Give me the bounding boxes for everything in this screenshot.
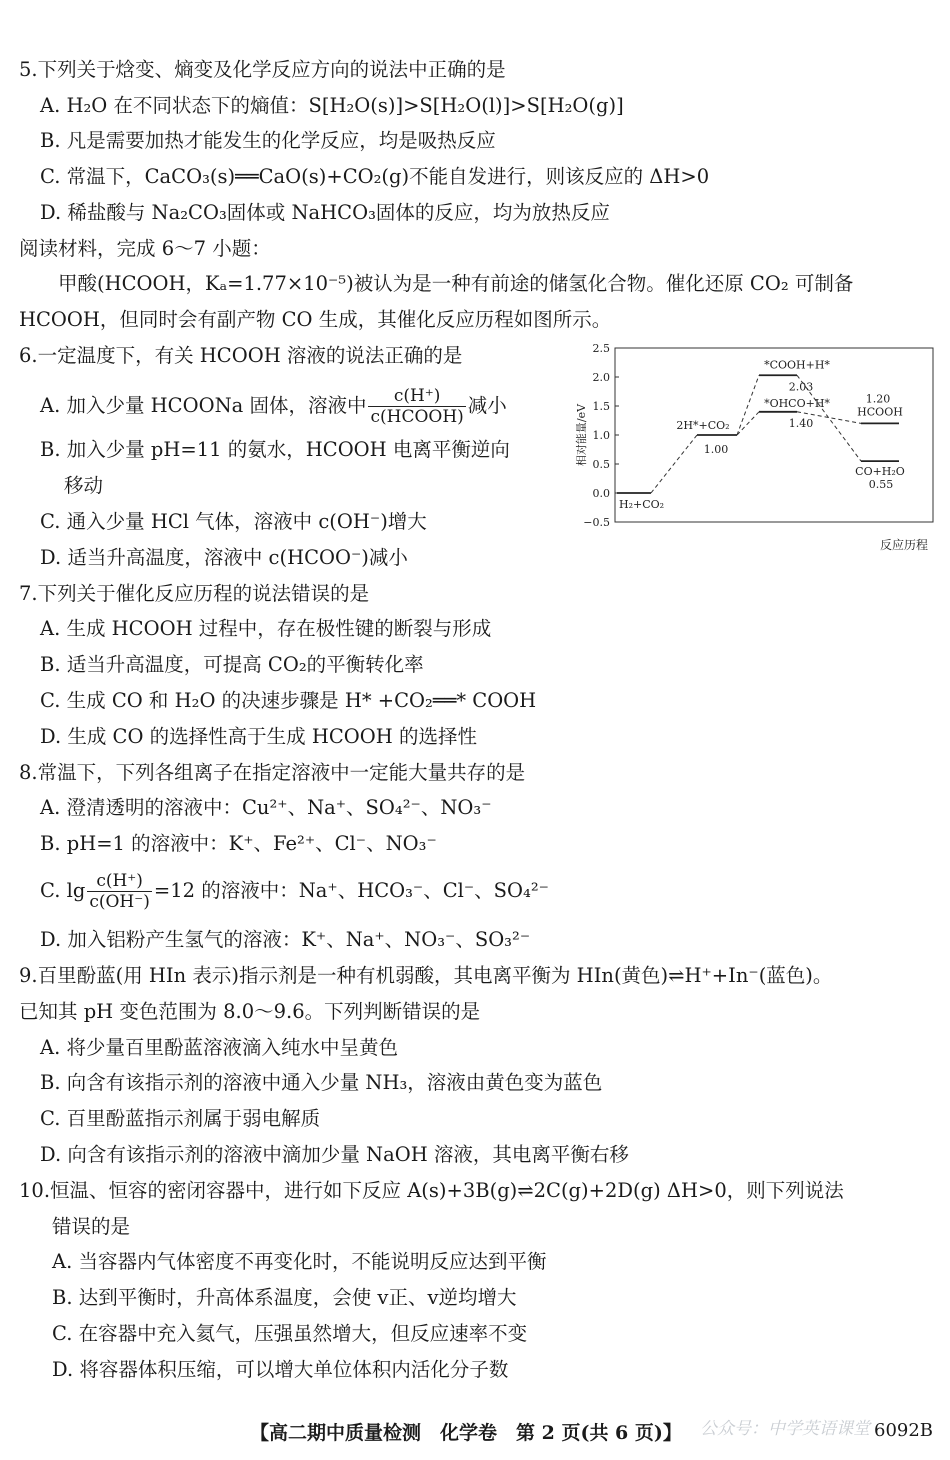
q9-stem-line-1: 9.百里酚蓝(用 HIn 表示)指示剂是一种有机弱酸，其电离平衡为 HIn(黄色)⇌H⁺+In⁻(蓝色)。 xyxy=(19,964,833,987)
q6-fraction-denominator: c(HCOOH) xyxy=(370,407,464,427)
q6-option-c: C. 通入少量 HCl 气体，溶液中 c(OH⁻)增大 xyxy=(40,510,427,533)
reading-paragraph-line-1: 甲酸(HCOOH，Kₐ=1.77×10⁻⁵)被认为是一种有前途的储氢化合物。催化还原 CO₂ 可制备 xyxy=(58,272,854,295)
q8-fraction xyxy=(87,871,152,912)
q9-option-d: D. 向含有该指示剂的溶液中滴加少量 NaOH 溶液，其电离平衡右移 xyxy=(40,1143,629,1166)
energy-value-label: 1.40 xyxy=(788,416,814,430)
q8-option-b: B. pH=1 的溶液中：K⁺、Fe²⁺、Cl⁻、NO₃⁻ xyxy=(40,832,437,855)
q9-option-a: A. 将少量百里酚蓝溶液滴入纯水中呈黄色 xyxy=(40,1036,398,1059)
pathway-connector xyxy=(651,435,697,493)
q9-option-b: B. 向含有该指示剂的溶液中通入少量 NH₃，溶液由黄色变为蓝色 xyxy=(40,1071,603,1094)
q6-option-d: D. 适当升高温度，溶液中 c(HCOO⁻)减小 xyxy=(40,546,408,569)
y-tick-label: 0.0 xyxy=(592,487,610,500)
q6-option-b-line-2: 移动 xyxy=(64,474,104,497)
q7-option-b: B. 适当升高温度，可提高 CO₂的平衡转化率 xyxy=(40,653,424,676)
q5-option-a: A. H₂O 在不同状态下的熵值：S[H₂O(s)]>S[H₂O(l)]>S[H₂O(g)] xyxy=(40,94,624,117)
q7-stem: 7.下列关于催化反应历程的说法错误的是 xyxy=(19,582,370,605)
chart-marks xyxy=(617,358,905,511)
species-label: HCOOH xyxy=(857,405,903,419)
q5-stem: 5.下列关于焓变、熵变及化学反应方向的说法中正确的是 xyxy=(19,58,506,81)
q9-stem-line-2: 已知其 pH 变色范围为 8.0～9.6。下列判断错误的是 xyxy=(19,1000,481,1023)
q5-option-c: C. 常温下，CaCO₃(s)══CaO(s)+CO₂(g)不能自发进行，则该反应的 ΔH>0 xyxy=(40,165,710,188)
y-tick-label: 1.0 xyxy=(592,429,610,442)
energy-value-label: 0.55 xyxy=(868,478,894,492)
q7-option-d: D. 生成 CO 的选择性高于生成 HCOOH 的选择性 xyxy=(40,725,477,748)
q8-option-d: D. 加入铝粉产生氢气的溶液：K⁺、Na⁺、NO₃⁻、SO₃²⁻ xyxy=(40,928,531,951)
energy-value-label: 1.00 xyxy=(703,443,729,456)
y-tick-label: 2.0 xyxy=(592,371,610,384)
y-tick-label: 2.5 xyxy=(592,342,610,355)
q8-option-c-text: C. lg xyxy=(40,879,86,902)
energy-value-label: 1.20 xyxy=(865,392,891,406)
q6-option-b-line-1: B. 加入少量 pH=11 的氨水，HCOOH 电离平衡逆向 xyxy=(40,438,510,461)
q6-fraction xyxy=(368,386,465,427)
q8-fraction-numerator: c(H⁺) xyxy=(87,871,152,892)
q10-stem-line-1: 10.恒温、恒容的密闭容器中，进行如下反应 A(s)+3B(g)⇌2C(g)+2D(g) ΔH>0，则下列说法 xyxy=(19,1179,844,1202)
q8-option-c xyxy=(40,871,549,912)
q6-option-a xyxy=(40,386,507,427)
q10-option-b: B. 达到平衡时，升高体系温度，会使 v正、v逆均增大 xyxy=(52,1286,517,1309)
y-tick-label: −0.5 xyxy=(583,516,610,529)
q10-stem-line-2: 错误的是 xyxy=(52,1215,131,1238)
species-label: CO+H₂O xyxy=(855,465,905,479)
q8-fraction-denominator: c(OH⁻) xyxy=(89,892,150,912)
q10-option-c: C. 在容器中充入氦气，压强虽然增大，但反应速率不变 xyxy=(52,1322,528,1345)
reading-intro: 阅读材料，完成 6～7 小题： xyxy=(19,237,271,260)
paper-code: 6092B xyxy=(874,1420,934,1441)
chart-axes xyxy=(575,342,933,552)
q5-option-b: B. 凡是需要加热才能发生的化学反应，均是吸热反应 xyxy=(40,129,496,152)
q5-option-d: D. 稀盐酸与 Na₂CO₃固体或 NaHCO₃固体的反应，均为放热反应 xyxy=(40,201,610,224)
pathway-connector xyxy=(737,375,759,435)
species-label: H₂+CO₂ xyxy=(619,498,665,511)
energy-profile-chart xyxy=(575,340,935,555)
q7-option-c: C. 生成 CO 和 H₂O 的决速步骤是 H* +CO₂══* COOH xyxy=(40,689,537,712)
y-tick-label: 0.5 xyxy=(592,458,610,471)
watermark: 公众号：中学英语课堂 xyxy=(700,1419,870,1439)
y-tick-label: 1.5 xyxy=(592,400,610,413)
q6-option-a-end: 减小 xyxy=(467,394,507,417)
species-label: 2H*+CO₂ xyxy=(676,419,730,432)
y-axis-label: 相对能量/eV xyxy=(575,403,588,467)
q6-fraction-numerator: c(H⁺) xyxy=(368,386,465,407)
q8-option-a: A. 澄清透明的溶液中：Cu²⁺、Na⁺、SO₄²⁻、NO₃⁻ xyxy=(40,796,492,819)
reading-paragraph-line-2: HCOOH，但同时会有副产物 CO 生成，其催化反应历程如图所示。 xyxy=(19,308,612,331)
x-axis-label: 反应历程 xyxy=(879,538,928,552)
q10-option-d: D. 将容器体积压缩，可以增大单位体积内活化分子数 xyxy=(52,1358,509,1381)
energy-value-label: 2.03 xyxy=(788,380,814,394)
pathway-connector xyxy=(737,412,759,435)
q8-stem: 8.常温下，下列各组离子在指定溶液中一定能大量共存的是 xyxy=(19,761,526,784)
chart-frame xyxy=(615,348,933,522)
q10-option-a: A. 当容器内气体密度不再变化时，不能说明反应达到平衡 xyxy=(52,1250,547,1273)
species-label: *COOH+H* xyxy=(764,358,830,372)
q8-option-c-end: =12 的溶液中：Na⁺、HCO₃⁻、Cl⁻、SO₄²⁻ xyxy=(153,879,549,902)
q6-option-a-text: A. 加入少量 HCOONa 固体，溶液中 xyxy=(40,394,367,417)
q9-option-c: C. 百里酚蓝指示剂属于弱电解质 xyxy=(40,1107,321,1130)
species-label: *OHCO+H* xyxy=(764,396,830,410)
q7-option-a: A. 生成 HCOOH 过程中，存在极性键的断裂与形成 xyxy=(40,617,492,640)
q6-stem: 6.一定温度下，有关 HCOOH 溶液的说法正确的是 xyxy=(19,344,463,367)
page-footer-title: 【高二期中质量检测 化学卷 第 2 页(共 6 页)】 xyxy=(250,1422,682,1444)
